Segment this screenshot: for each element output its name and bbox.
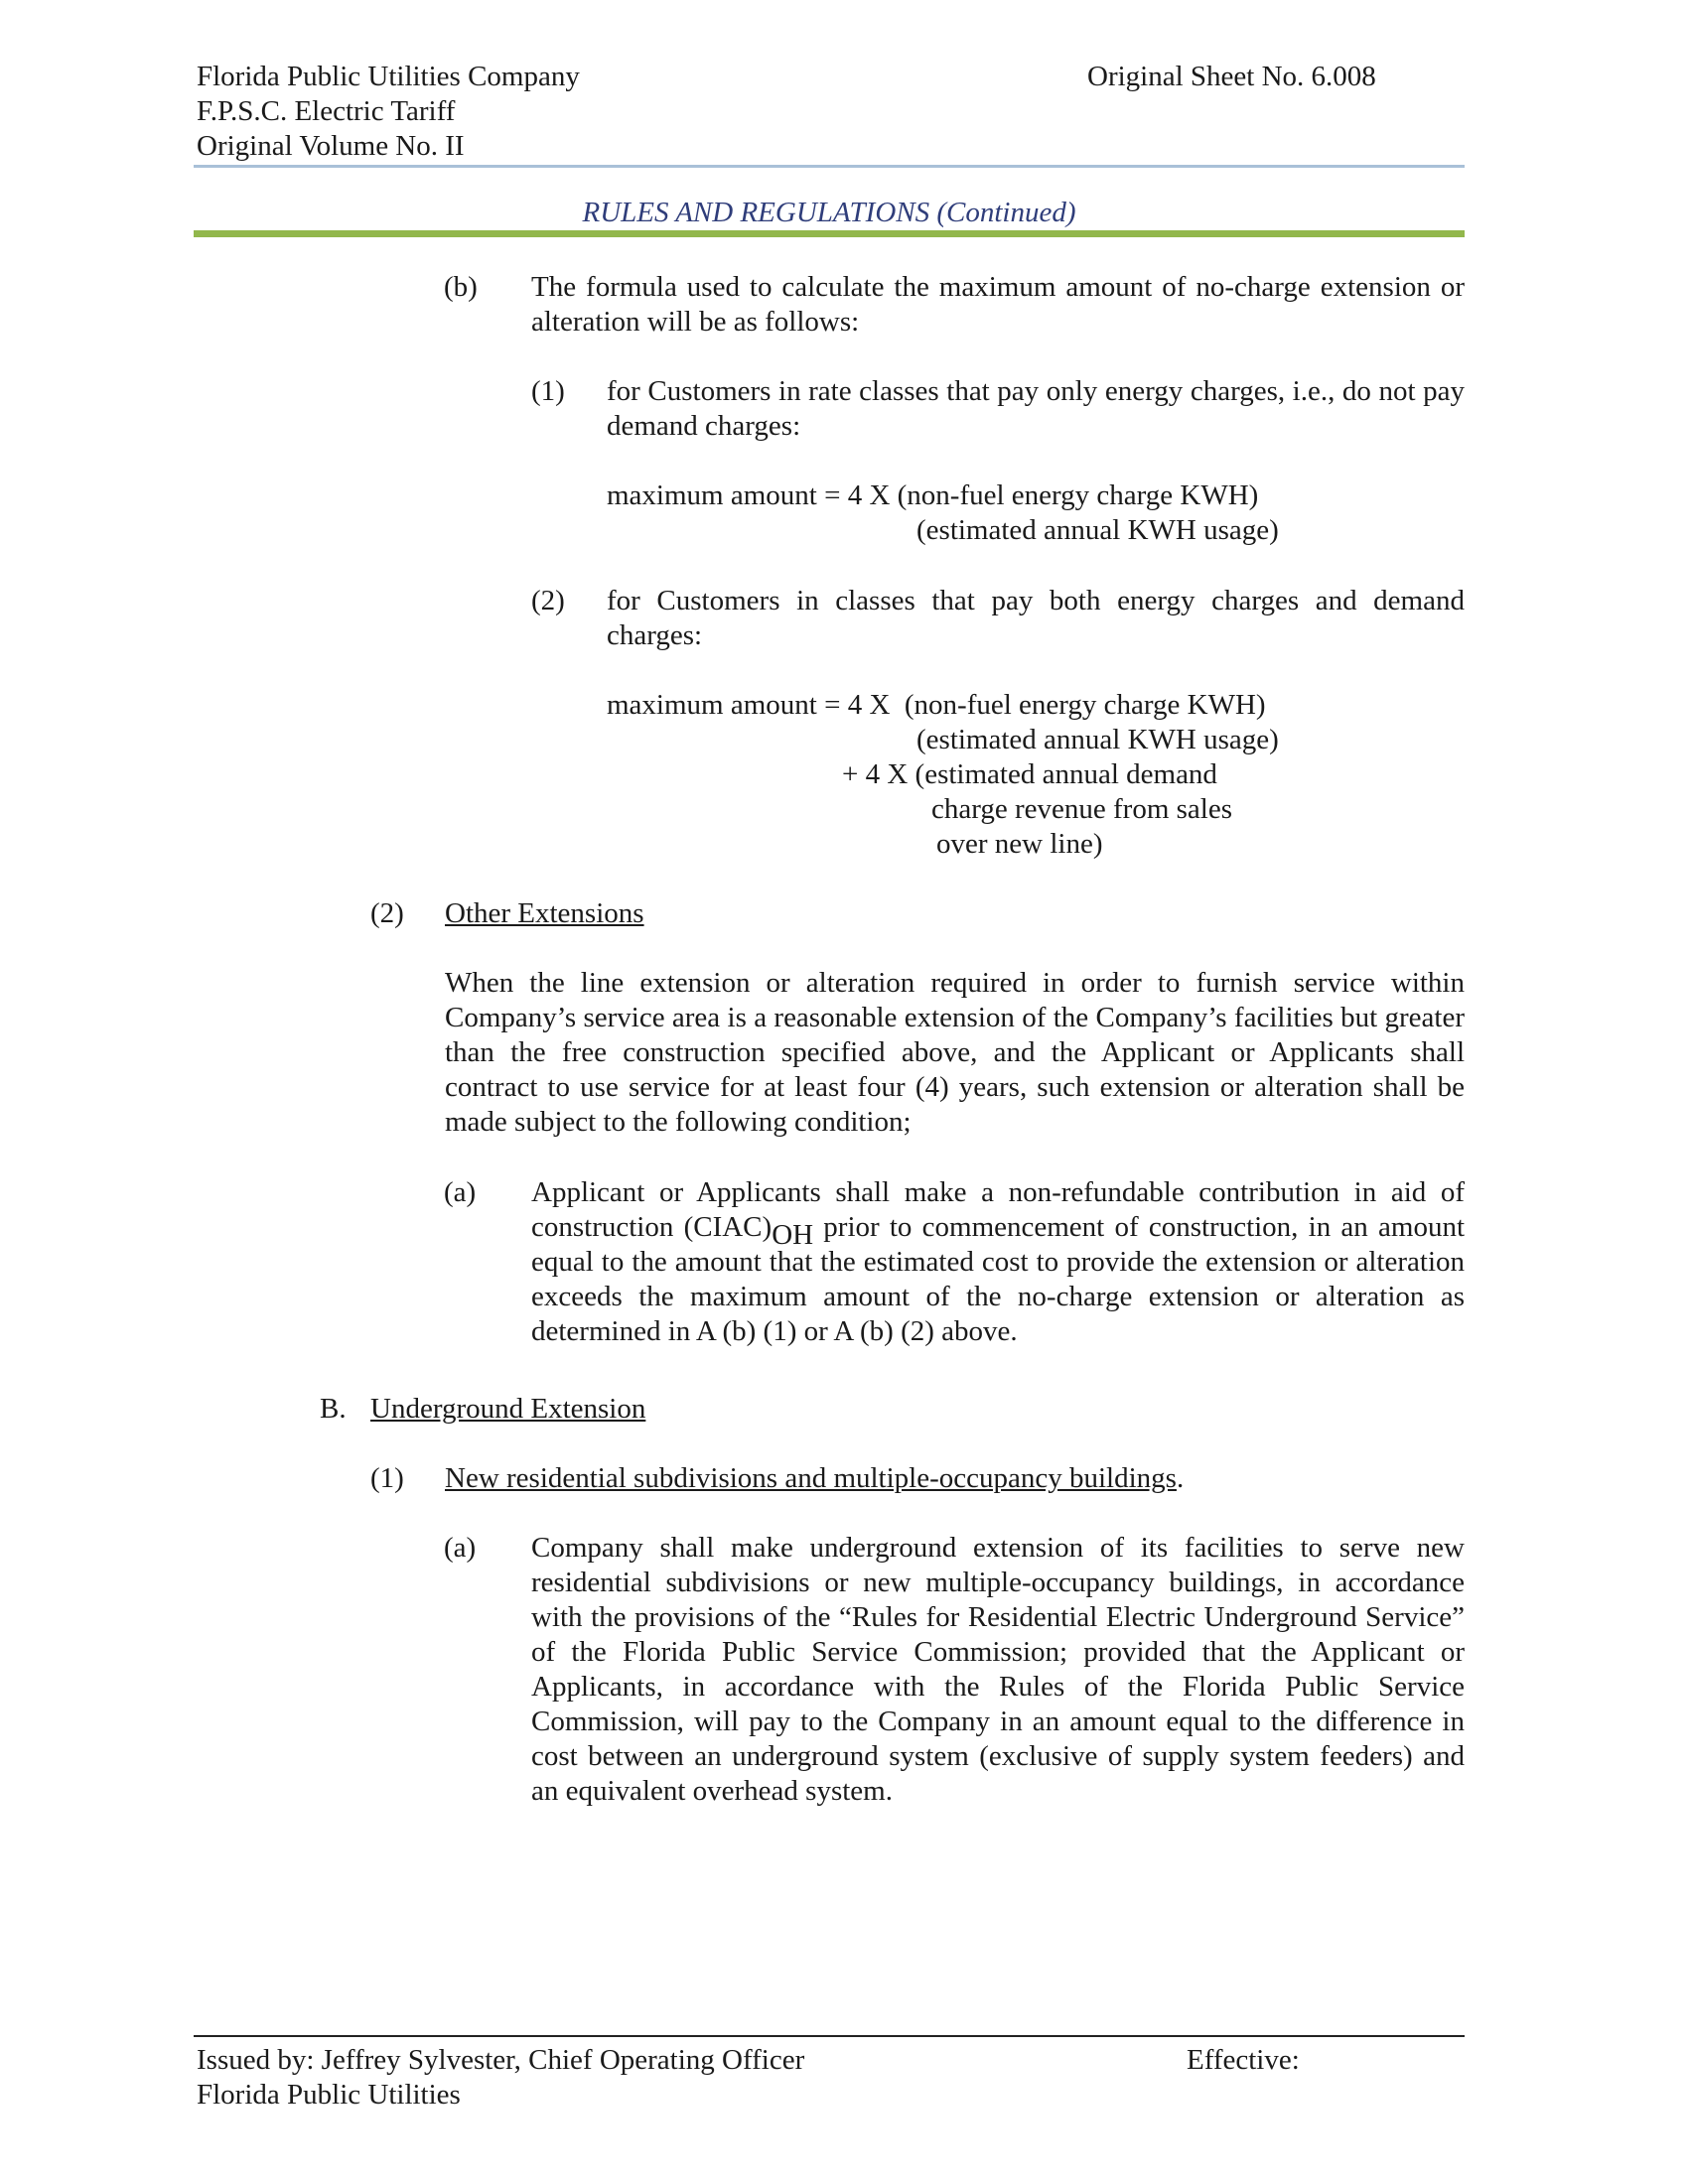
section-b-label: B. xyxy=(320,1393,347,1425)
formula2-line4: charge revenue from sales xyxy=(931,793,1233,825)
section-title: RULES AND REGULATIONS (Continued) xyxy=(582,197,1076,228)
b1-heading: New residential subdivisions and multiple-occupancy buildings xyxy=(445,1462,1177,1494)
other-text: When the line extension or alteration required in order to furnish service within Company’s service area is a reasonable extension of the Company’s facilities but greater than the free construction specified above, and the Applicant or Applicants shall contract to use service for at least four (4) years, such extension or alteration shall be made subject to the following condition; xyxy=(445,967,1465,1138)
issuer-org: Florida Public Utilities xyxy=(197,2079,461,2111)
section-b-heading: Underground Extension xyxy=(370,1393,646,1425)
other-a-text xyxy=(531,1175,1465,1349)
b1-period: . xyxy=(1176,1462,1185,1494)
formula1-line1: maximum amount = 4 X (non-fuel energy charge KWH) xyxy=(607,479,1259,511)
formula2-line3: + 4 X (estimated annual demand xyxy=(842,758,1217,790)
ciac-subscript: OH xyxy=(772,1219,814,1251)
item-b1-text: for Customers in rate classes that pay only energy charges, i.e., do not pay demand charges: xyxy=(607,375,1465,442)
other-a-text-2: prior to commencement of construction, in an amount equal to the amount that the estimated cost to provide the extension or alteration exceeds the maximum amount of the no-charge extension or alteration as determined in A (b) (1) or A (b) (2) above. xyxy=(531,1211,1465,1347)
issued-by: Issued by: Jeffrey Sylvester, Chief Operating Officer xyxy=(197,2044,805,2076)
item-b2-text: for Customers in classes that pay both energy charges and demand charges: xyxy=(607,585,1465,651)
other-heading: Other Extensions xyxy=(445,897,644,929)
item-b1-label: (1) xyxy=(531,375,565,407)
item-b-label: (b) xyxy=(444,271,478,303)
b1a-label: (a) xyxy=(444,1532,477,1564)
section-rule xyxy=(194,230,1465,237)
company-name: Florida Public Utilities Company xyxy=(197,61,580,92)
header-rule xyxy=(194,165,1465,168)
other-a-label: (a) xyxy=(444,1176,477,1208)
formula2-line5: over new line) xyxy=(936,828,1103,860)
formula2-line2: (estimated annual KWH usage) xyxy=(916,724,1279,755)
volume-name: Original Volume No. II xyxy=(197,130,465,162)
formula2-line1: maximum amount = 4 X (non-fuel energy charge KWH) xyxy=(607,689,1266,721)
b1-label: (1) xyxy=(370,1462,404,1494)
b1a-text: Company shall make underground extension of its facilities to serve new residential subdivisions or new multiple-occupancy buildings, in accordance with the provisions of the “Rules for Residential Electric Underground Service” of the Florida Public Service Commission; provided that the Applicant or Applicants, in accordance with the Rules of the Florida Public Service Commission, will pay to the Company in an amount equal to the difference in cost between an underground system (exclusive of supply system feeders) and an equivalent overhead system. xyxy=(531,1532,1465,1807)
effective-label: Effective: xyxy=(1187,2044,1300,2076)
b1-heading-wrap xyxy=(445,1461,1184,1496)
footer-rule xyxy=(194,2035,1465,2037)
other-label: (2) xyxy=(370,897,404,929)
item-b2-label: (2) xyxy=(531,585,565,616)
tariff-name: F.P.S.C. Electric Tariff xyxy=(197,95,456,127)
item-b-text: The formula used to calculate the maximum amount of no-charge extension or alteration will be as follows: xyxy=(531,271,1465,338)
formula1-line2: (estimated annual KWH usage) xyxy=(916,514,1279,546)
other-a-text-1: Applicant or Applicants shall make a non-refundable contribution in aid of construction (CIAC) xyxy=(531,1176,1465,1243)
sheet-number: Original Sheet No. 6.008 xyxy=(1087,61,1376,92)
